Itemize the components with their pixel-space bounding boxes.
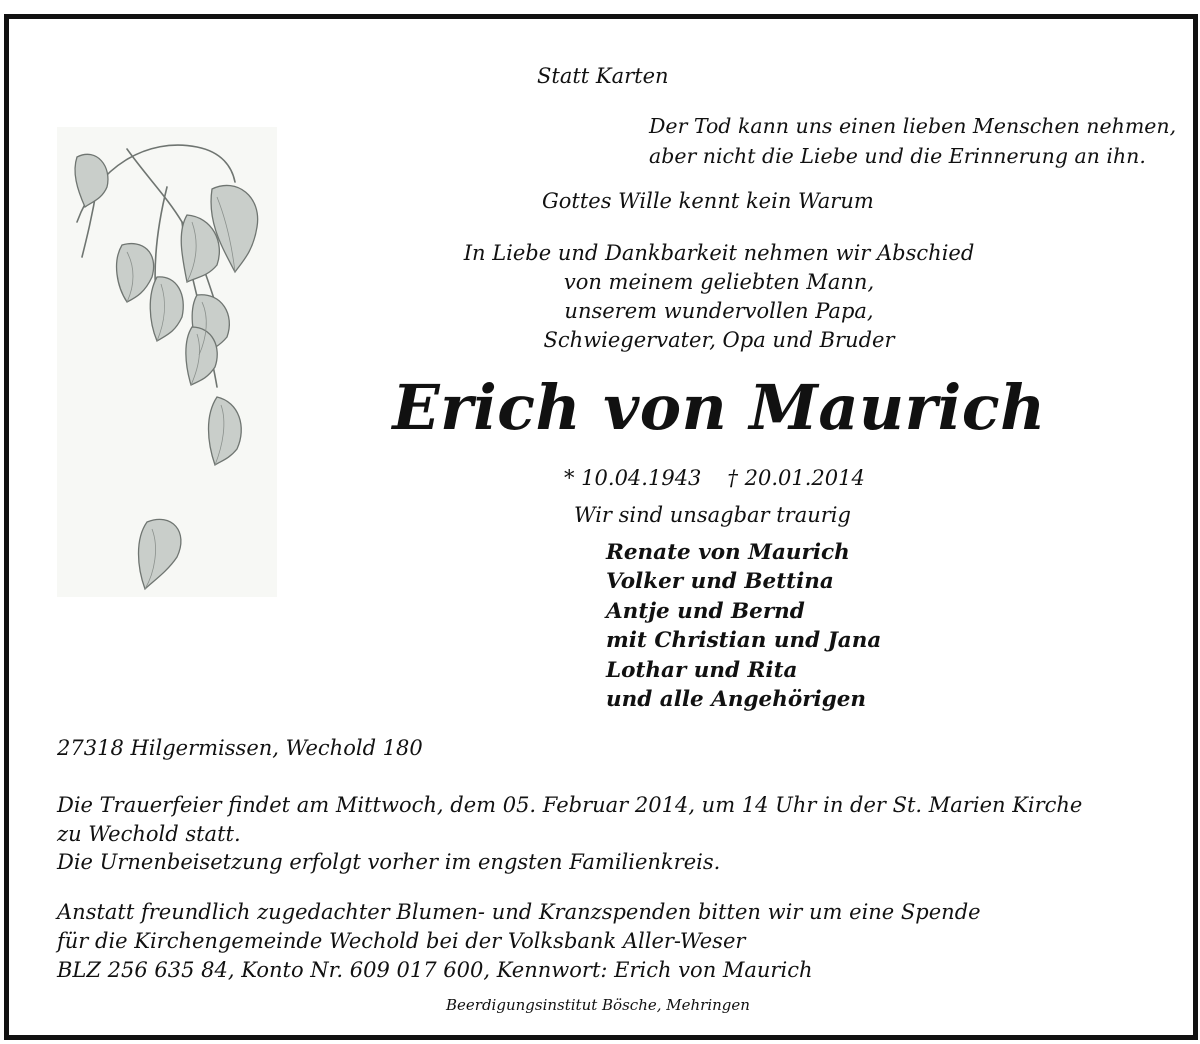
intro-line: Schwiegervater, Opa und Bruder (543, 328, 895, 352)
donation-line: Anstatt freundlich zugedachter Blumen- und Kranzspenden bitten wir um eine Spende (57, 900, 981, 924)
family-member: Lothar und Rita (606, 657, 798, 683)
quote-line: Der Tod kann uns einen lieben Menschen nehmen, (649, 114, 1177, 138)
donation-request (57, 898, 981, 985)
ceremony-line: Die Trauerfeier findet am Mittwoch, dem 05. Februar 2014, um 14 Uhr in der St. Marien Kirche (57, 793, 1083, 817)
family-member: Renate von Maurich (606, 540, 850, 565)
motto-line: Gottes Wille kennt kein Warum (542, 189, 874, 213)
life-dates (564, 466, 865, 490)
birth-date: * 10.04.1943 (564, 466, 702, 490)
intro-line: In Liebe und Dankbarkeit nehmen wir Abschied (463, 241, 975, 265)
family-member: Antje und Bernd (606, 598, 805, 624)
memorial-quote (649, 111, 1176, 171)
death-date: † 20.01.2014 (727, 466, 865, 490)
intro-line: unserem wundervollen Papa, (564, 299, 874, 323)
statt-karten-heading: Statt Karten (537, 64, 669, 88)
ceremony-line: zu Wechold statt. (57, 821, 241, 846)
family-member: mit Christian und Jana (606, 628, 882, 654)
ceremony-details (57, 791, 1082, 877)
quote-line: aber nicht die Liebe und die Erinnerung an ihn. (649, 144, 1146, 168)
donation-line: BLZ 256 635 84, Konto Nr. 609 017 600, Kennwort: Erich von Maurich (57, 958, 813, 982)
family-member: Volker und Bettina (606, 569, 834, 595)
family-member: und alle Angehörigen (606, 687, 867, 713)
birch-branch-illustration (57, 127, 277, 597)
ceremony-line: Die Urnenbeisetzung erfolgt vorher im engsten Familienkreis. (57, 850, 721, 874)
donation-line: für die Kirchengemeinde Wechold bei der Volksbank Aller-Weser (57, 929, 746, 953)
deceased-name: Erich von Maurich (392, 371, 1046, 444)
farewell-intro (389, 239, 1049, 355)
family-address: 27318 Hilgermissen, Wechold 180 (57, 736, 423, 760)
obituary-frame (4, 14, 1198, 1040)
mourning-line: Wir sind unsagbar traurig (574, 503, 851, 527)
undertaker-credit: Beerdigungsinstitut Bösche, Mehringen (446, 996, 750, 1014)
intro-line: von meinem geliebten Mann, (563, 270, 875, 294)
family-list (606, 538, 881, 714)
